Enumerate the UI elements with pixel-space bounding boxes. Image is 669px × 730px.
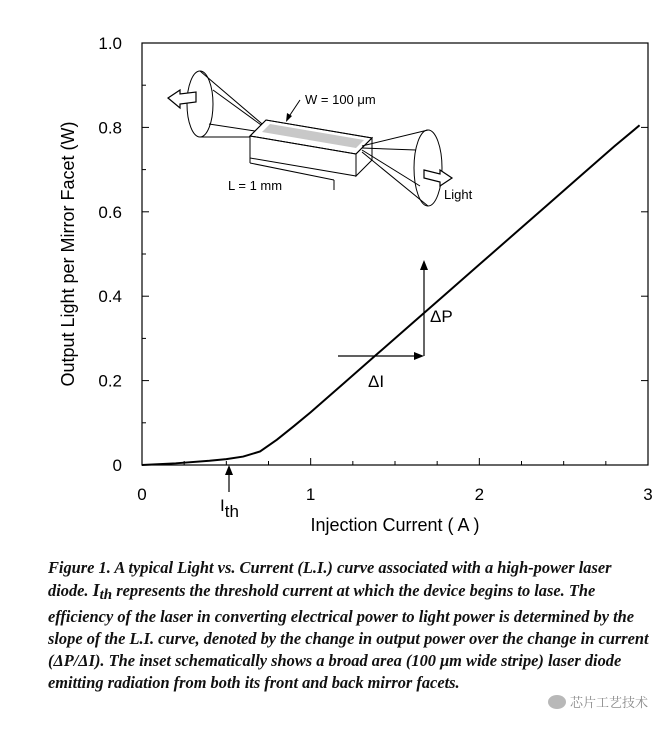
delta-p-label: ΔP xyxy=(430,307,453,326)
axis-ticks xyxy=(142,43,648,465)
y-tick-label: 0 xyxy=(112,456,122,475)
front-light-arrow-icon xyxy=(424,170,452,186)
threshold-label xyxy=(220,496,239,521)
series-line xyxy=(142,125,640,465)
length-label: L = 1 mm xyxy=(228,178,283,193)
wechat-icon xyxy=(548,695,566,709)
x-axis-label: Injection Current ( A ) xyxy=(310,515,480,535)
y-tick-label: 0.6 xyxy=(98,202,122,222)
laser-diode-inset xyxy=(168,71,473,206)
y-axis-label: Output Light per Mirror Facet (W) xyxy=(58,121,78,387)
delta-p-arrowhead xyxy=(420,260,428,270)
chip-block xyxy=(250,120,372,176)
slope-annotation xyxy=(338,260,453,391)
caption-part-2: represents the threshold current at which the device begins to lase. The efficiency of the laser in converting electrical power to light power is determined by the slope of the L.I. curve, denoted by the change in output power over the change in current (ΔP/ΔI). The inset schematically shows a broad area (100 μm wide stripe) laser diode emitting radiation from both its front and back mirror facets. xyxy=(48,581,649,692)
light-label: Light xyxy=(444,187,473,202)
delta-i-arrowhead xyxy=(414,352,424,360)
x-tick-label: 0 xyxy=(137,485,147,504)
back-facet-cone xyxy=(187,71,268,137)
front-facet-cone xyxy=(362,130,442,206)
y-tick-label: 1.0 xyxy=(98,34,122,53)
y-tick-label: 0.2 xyxy=(98,371,122,391)
y-tick-label: 0.8 xyxy=(98,118,122,138)
threshold-annotation xyxy=(220,465,239,521)
x-tick-label: 1 xyxy=(305,485,316,504)
threshold-i: I xyxy=(220,496,225,515)
width-label: W = 100 μm xyxy=(305,92,376,107)
delta-i-label: ΔI xyxy=(368,372,385,391)
back-light-arrow-icon xyxy=(168,90,196,108)
threshold-arrowhead xyxy=(225,465,233,475)
y-tick-label: 0.4 xyxy=(98,287,122,307)
x-tick-label: 2 xyxy=(474,485,485,504)
caption-threshold-symbol: I xyxy=(92,580,100,600)
caption-part-1: Figure 1. A typical Light vs. Current (L.I.) curve associated with a high-power laser diode. xyxy=(48,558,612,600)
watermark xyxy=(548,692,648,711)
x-tick-label: 3 xyxy=(643,485,653,504)
watermark-text: 芯片工艺技术 xyxy=(570,696,649,711)
figure-caption xyxy=(48,557,656,694)
plot-frame xyxy=(142,43,648,465)
threshold-sub: th xyxy=(224,502,239,521)
width-pointer-head xyxy=(286,113,292,122)
caption-threshold-sub: th xyxy=(99,587,113,603)
